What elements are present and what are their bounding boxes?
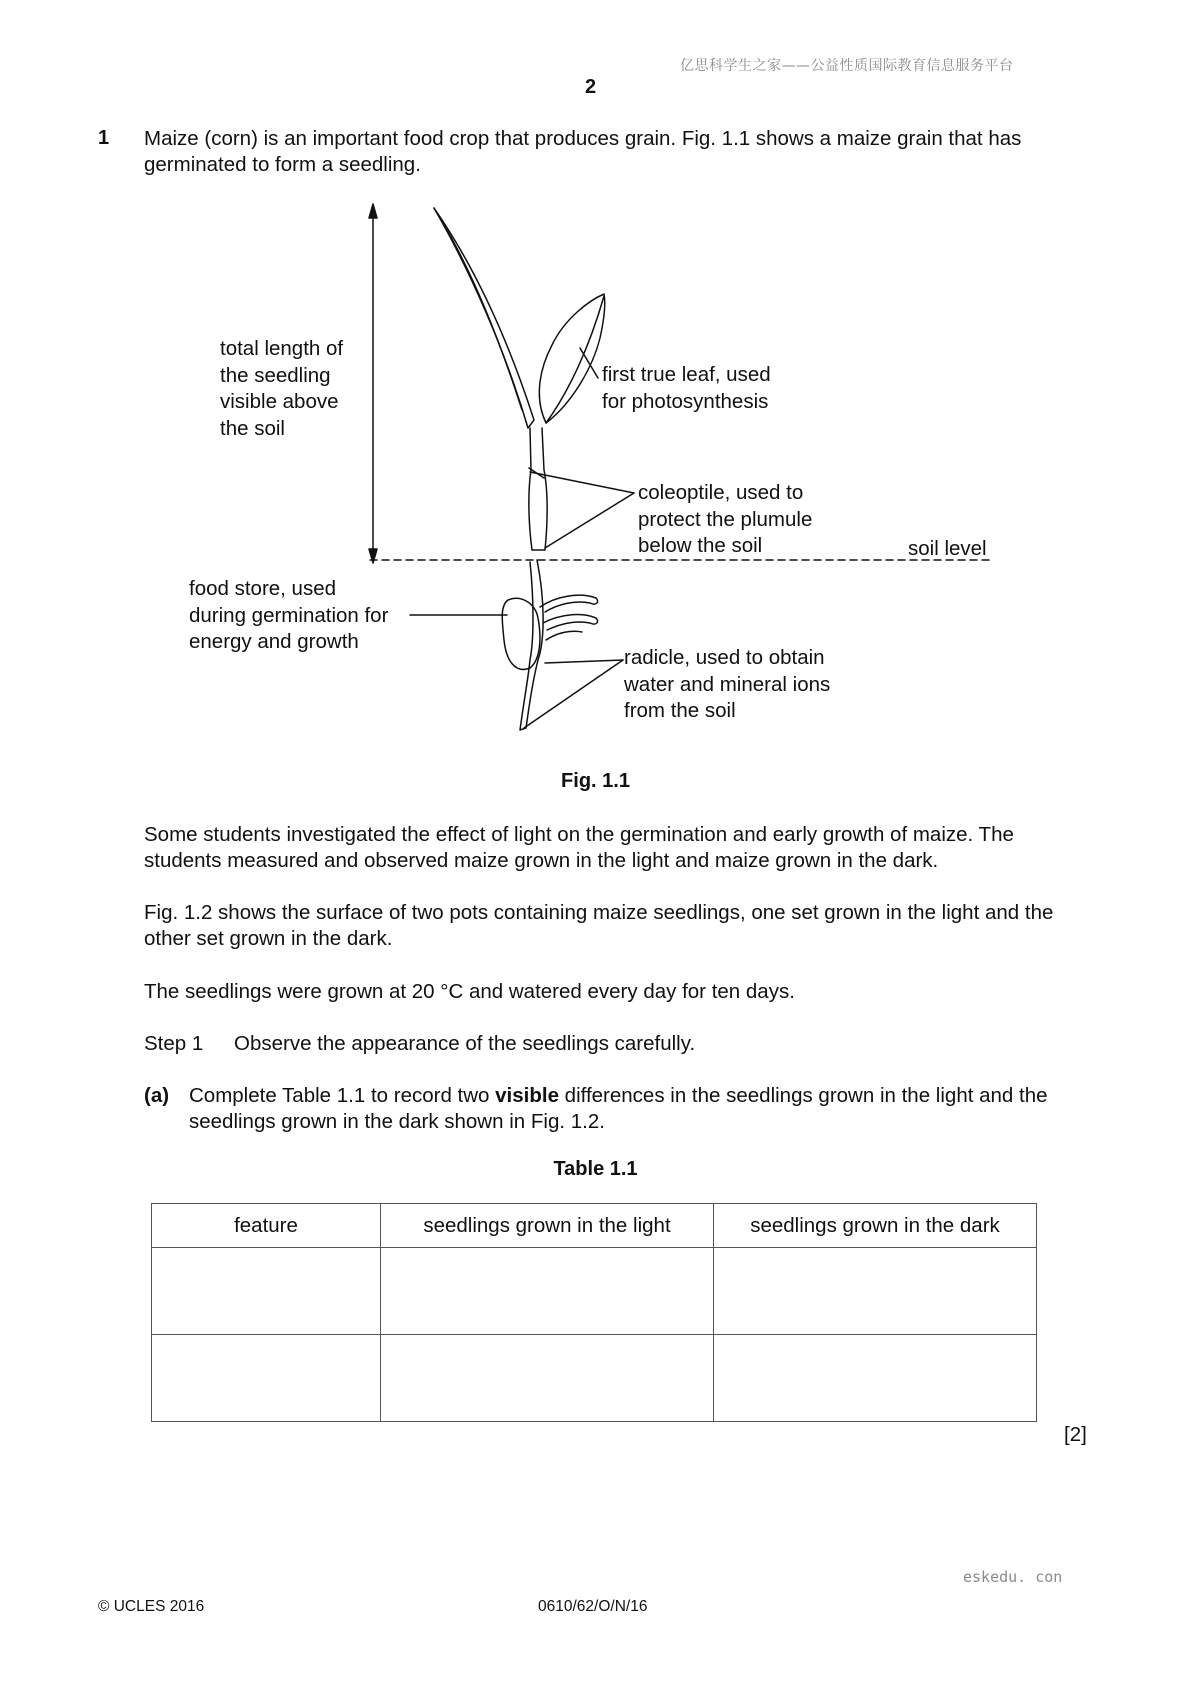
answer-cell[interactable] [152, 1248, 381, 1335]
grain [502, 598, 540, 669]
step-1 [144, 1031, 695, 1057]
paragraph-conditions: The seedlings were grown at 20 °C and watered every day for ten days. [144, 980, 795, 1003]
seedling-diagram [0, 0, 1191, 760]
label-coleoptile: coleoptile, used to protect the plumule below the soil [638, 481, 813, 557]
true-leaf [539, 294, 604, 423]
header-watermark: 亿思科学生之家——公益性质国际教育信息服务平台 [680, 58, 1014, 74]
paragraph-investigation: Some students investigated the effect of light on the germination and early growth of maize. The students measured and observed maize grown in the light and maize grown in the dark. [144, 823, 1014, 872]
answer-cell[interactable] [714, 1248, 1037, 1335]
bold-visible: visible [495, 1084, 559, 1107]
label-total-length: total length of the seedling visible above the soil [220, 337, 344, 440]
results-table [151, 1203, 1037, 1422]
part-a-letter: (a) [144, 1084, 170, 1107]
answer-cell[interactable] [152, 1335, 381, 1422]
footer-copyright: © UCLES 2016 [98, 1598, 205, 1615]
step-label: Step 1 [144, 1032, 204, 1055]
table-row [152, 1335, 1037, 1422]
stem [529, 428, 547, 550]
step-text: Observe the appearance of the seedlings carefully. [234, 1032, 696, 1055]
answer-cell[interactable] [381, 1248, 714, 1335]
arrow-head-bottom [369, 549, 377, 563]
footer-paper-code: 0610/62/O/N/16 [538, 1598, 648, 1615]
tall-leaf-inner [434, 208, 522, 410]
radicle-pointer-2 [524, 660, 623, 728]
label-food-store: food store, used during germination for energy and growth [189, 577, 389, 653]
radicle-pointer-1 [545, 660, 623, 663]
coleoptile-pointer-2 [545, 493, 634, 548]
label-soil-level: soil level [908, 537, 987, 560]
part-a-text: Complete Table 1.1 to record two visible differences in the seedlings grown in the light and the seedlings grown in the dark shown in Fig. 1.2. [189, 1084, 1048, 1133]
header-dark: seedlings grown in the dark [714, 1204, 1037, 1248]
seminal-root-3 [546, 631, 582, 640]
table-row [152, 1248, 1037, 1335]
label-radicle: radicle, used to obtain water and mineral ions from the soil [624, 646, 831, 722]
question-intro: Maize (corn) is an important food crop that produces grain. Fig. 1.1 shows a maize grain that has germinated to form a seedling. [144, 127, 1022, 176]
figure-caption: Fig. 1.1 [561, 770, 630, 792]
page-number: 2 [585, 76, 597, 98]
seminal-root-2 [543, 615, 598, 630]
marks: [2] [1064, 1423, 1087, 1446]
header-light: seedlings grown in the light [381, 1204, 714, 1248]
seminal-root-1 [540, 595, 598, 612]
header-feature: feature [152, 1204, 381, 1248]
footer-watermark: eskedu. con [963, 1568, 1063, 1586]
table-caption: Table 1.1 [553, 1158, 638, 1180]
tall-leaf [434, 208, 534, 428]
paragraph-fig-1-2: Fig. 1.2 shows the surface of two pots containing maize seedlings, one set grown in the light and the other set grown in the dark. [144, 901, 1054, 950]
arrow-head-top [369, 204, 377, 218]
table-header-row [152, 1204, 1037, 1248]
question-number: 1 [98, 127, 110, 149]
label-first-true-leaf: first true leaf, used for photosynthesis [602, 363, 771, 413]
answer-cell[interactable] [714, 1335, 1037, 1422]
answer-cell[interactable] [381, 1335, 714, 1422]
